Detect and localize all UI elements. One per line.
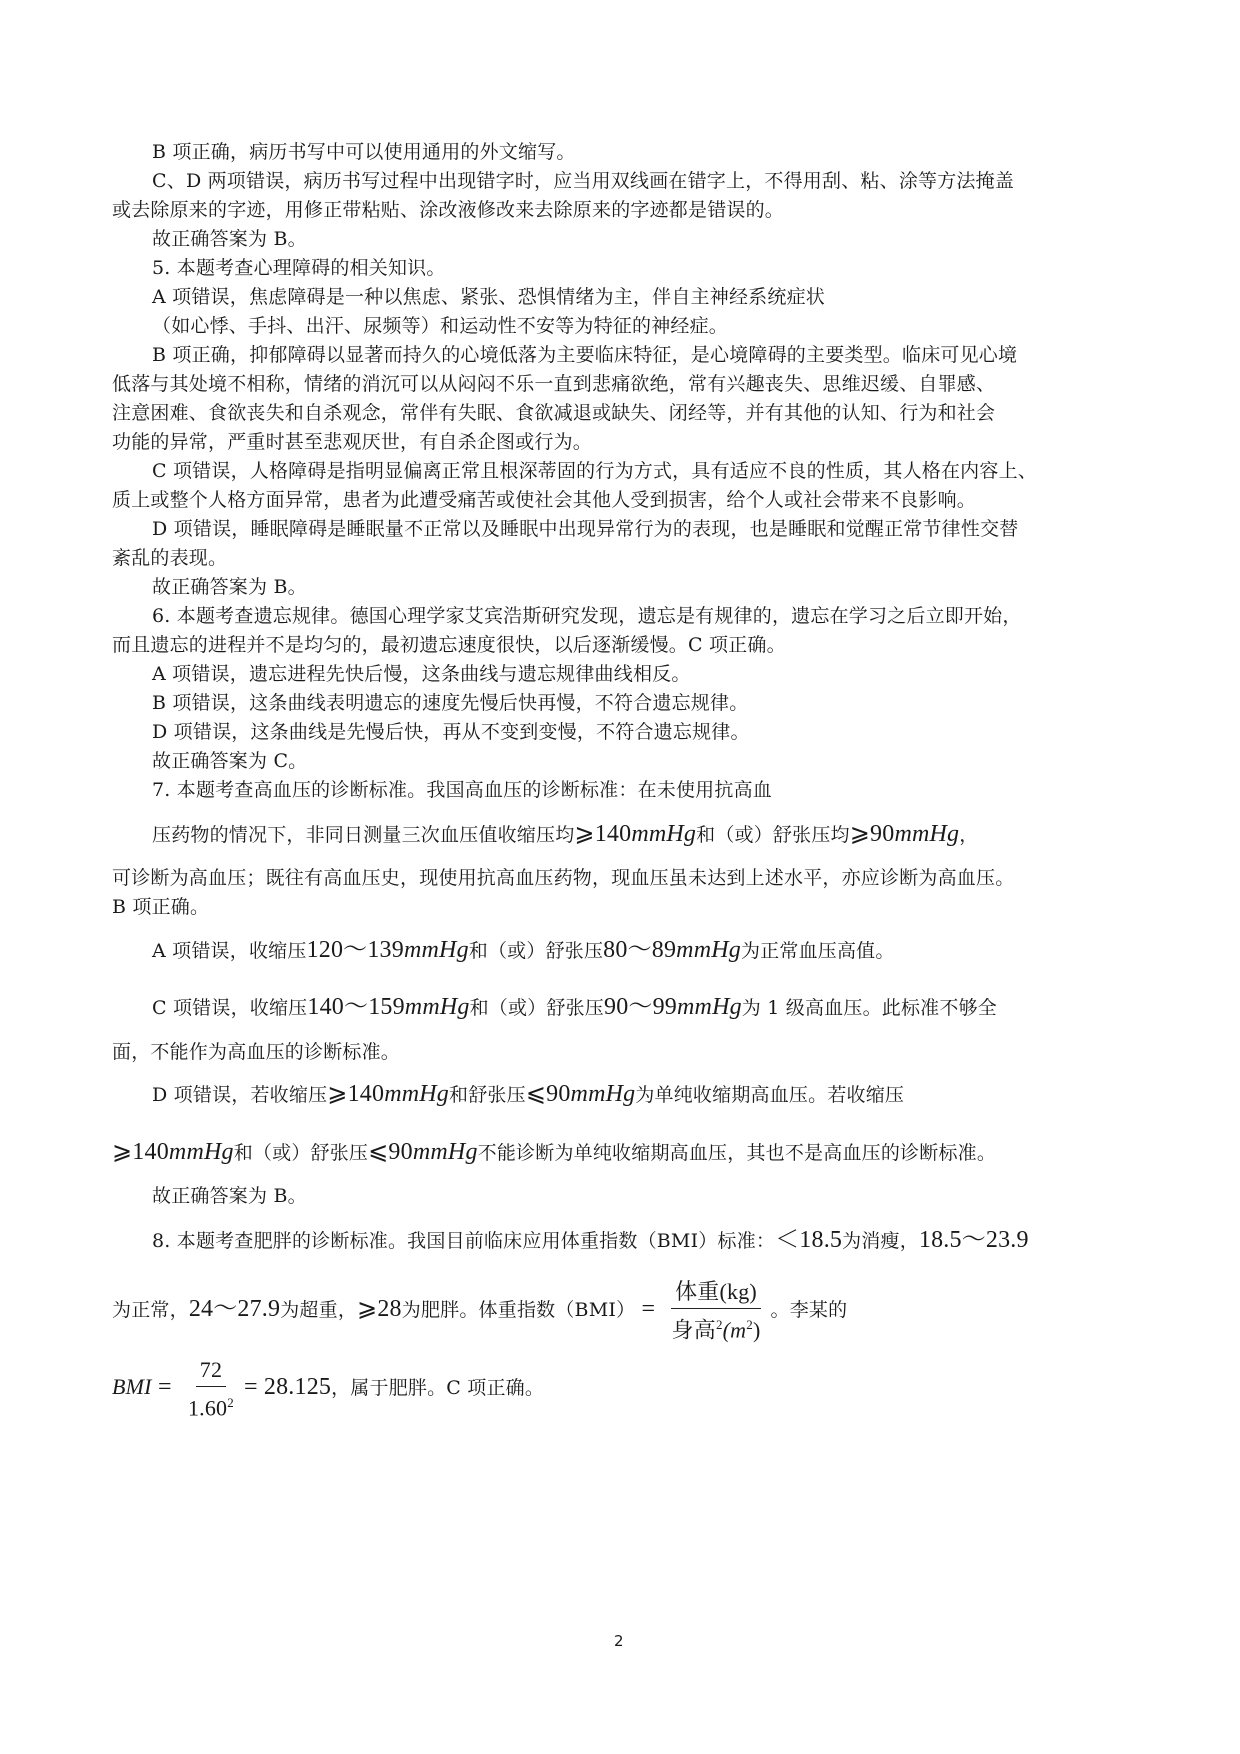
text-line: A 项错误，遗忘进程先快后慢，这条曲线与遗忘规律曲线相反。 bbox=[152, 663, 691, 685]
text-line: A 项错误，焦虑障碍是一种以焦虑、紧张、恐惧情绪为主，伴自主神经系统症状 bbox=[152, 286, 825, 308]
math: 120～139 bbox=[306, 937, 404, 963]
math-unit: mmHg bbox=[894, 821, 960, 847]
text: 和（或）舒张压 bbox=[468, 940, 604, 962]
text-line: 质上或整个人格方面异常，患者为此遭受痛苦或使社会其他人受到损害，给个人或社会带来不良影响。 bbox=[112, 489, 977, 511]
bmi-formula-fraction bbox=[668, 1278, 765, 1344]
math: BMI bbox=[112, 1374, 152, 1400]
text-line: 故正确答案为 B。 bbox=[152, 1185, 307, 1207]
text: 不能诊断为单纯收缩期高血压，其也不是高血压的诊断标准。 bbox=[477, 1142, 997, 1164]
text: D 项错误，若收缩压 bbox=[152, 1084, 328, 1106]
text: 。李某的 bbox=[770, 1299, 848, 1322]
text: 为 1 级高血压。此标准不够全 bbox=[741, 997, 997, 1019]
math-unit: mmHg bbox=[631, 821, 697, 847]
math: = bbox=[641, 1296, 656, 1323]
text-line: D 项错误，睡眠障碍是睡眠量不正常以及睡眠中出现异常行为的表现，也是睡眠和觉醒正常节律性交替 bbox=[152, 518, 1019, 540]
text: (m bbox=[722, 1317, 747, 1343]
math-unit: mmHg bbox=[677, 994, 742, 1020]
math: ⩽90 bbox=[368, 1139, 413, 1165]
math: ⩾140 bbox=[574, 821, 632, 847]
text: 为正常， bbox=[112, 1299, 189, 1322]
math: 24～27.9 bbox=[188, 1296, 281, 1323]
text-line: C 项错误，人格障碍是指明显偏离正常且根深蒂固的行为方式，具有适应不良的性质，其人格在内容上、 bbox=[152, 460, 1037, 482]
text-line: 可诊断为高血压；既往有高血压史，现使用抗高血压药物，现血压虽未达到上述水平，亦应诊断为高血压。 bbox=[112, 867, 1015, 889]
text-line-math bbox=[152, 822, 978, 847]
page-number: 2 bbox=[614, 1632, 624, 1650]
text-line: 功能的异常，严重时甚至悲观厌世，有自杀企图或行为。 bbox=[112, 431, 593, 453]
text-line: D 项错误，这条曲线是先慢后快，再从不变到变慢，不符合遗忘规律。 bbox=[152, 721, 750, 743]
math: ⩾140 bbox=[327, 1081, 385, 1107]
text-line: C、D 两项错误，病历书写过程中出现错字时，应当用双线画在错字上，不得用刮、粘、涂等方法掩盖 bbox=[152, 170, 1015, 192]
text: 为肥胖。体重指数（BMI） bbox=[401, 1299, 636, 1322]
math-unit: mmHg bbox=[168, 1139, 234, 1165]
text: 8. 本题考查肥胖的诊断标准。我国目前临床应用体重指数（BMI）标准： bbox=[152, 1230, 776, 1252]
text-line-math bbox=[152, 1082, 904, 1107]
math: ＜18.5 bbox=[775, 1227, 843, 1253]
text: A 项错误，收缩压 bbox=[152, 940, 307, 962]
math: 80～89 bbox=[603, 937, 677, 963]
text-line: 故正确答案为 C。 bbox=[152, 750, 308, 772]
text: 为超重， bbox=[280, 1299, 358, 1322]
fraction-numerator: 72 bbox=[196, 1356, 226, 1387]
question-heading-6: 6. 本题考查遗忘规律。德国心理学家艾宾浩斯研究发现，遗忘是有规律的，遗忘在学习之后立即开始， bbox=[152, 605, 1022, 627]
text-line-math bbox=[112, 1278, 847, 1344]
text: 和舒张压 bbox=[449, 1084, 526, 1106]
math-unit: mmHg bbox=[403, 937, 469, 963]
text-line: 注意困难、食欲丧失和自杀观念，常伴有失眠、食欲减退或缺失、闭经等，并有其他的认知、行为和社会 bbox=[112, 402, 996, 424]
text: 和（或）舒张压 bbox=[233, 1142, 369, 1164]
text: 和（或）舒张压均 bbox=[696, 824, 850, 846]
fraction-numerator: 体重(kg) bbox=[671, 1278, 761, 1309]
math: ⩽90 bbox=[525, 1081, 571, 1107]
text: 身高 bbox=[671, 1317, 716, 1343]
text: ，属于肥胖。C 项正确。 bbox=[331, 1377, 545, 1400]
text: 和（或）舒张压 bbox=[469, 997, 604, 1019]
question-heading-5: 5. 本题考查心理障碍的相关知识。 bbox=[152, 257, 446, 279]
text: C 项错误，收缩压 bbox=[152, 997, 308, 1019]
text: 为消瘦， bbox=[842, 1230, 919, 1252]
fraction-denominator bbox=[668, 1309, 765, 1344]
text-line: 低落与其处境不相称，情绪的消沉可以从闷闷不乐一直到悲痛欲绝，常有兴趣丧失、思维迟缓、自罪感、 bbox=[112, 373, 996, 395]
math: ⩾90 bbox=[849, 821, 895, 847]
superscript: 2 bbox=[227, 1395, 234, 1410]
text-line-math bbox=[112, 1356, 544, 1422]
bmi-calc-fraction bbox=[184, 1356, 238, 1422]
superscript: 2 bbox=[746, 1317, 753, 1332]
text-line-math bbox=[112, 1140, 996, 1165]
text-line: B 项错误，这条曲线表明遗忘的速度先慢后快再慢，不符合遗忘规律。 bbox=[152, 692, 749, 714]
text: 1.60 bbox=[187, 1395, 228, 1421]
math-unit: mmHg bbox=[404, 994, 470, 1020]
question-heading-7: 7. 本题考查高血压的诊断标准。我国高血压的诊断标准：在未使用抗高血 bbox=[152, 779, 772, 801]
math: = bbox=[157, 1374, 172, 1401]
text: 为正常血压高值。 bbox=[740, 940, 895, 962]
text: 为单纯收缩期高血压。若收缩压 bbox=[635, 1084, 905, 1106]
text-line-math bbox=[152, 938, 895, 963]
text-line: B 项正确，抑郁障碍以显著而持久的心境低落为主要临床特征，是心境障碍的主要类型。临床可见心境 bbox=[152, 344, 1018, 366]
text-line: 紊乱的表现。 bbox=[112, 547, 228, 569]
math: ⩾140 bbox=[112, 1139, 169, 1165]
text-line: 故正确答案为 B。 bbox=[152, 576, 307, 598]
text-line: B 项正确。 bbox=[112, 896, 210, 918]
fraction-denominator bbox=[184, 1387, 238, 1422]
text-line: 面，不能作为高血压的诊断标准。 bbox=[112, 1041, 401, 1063]
text: 压药物的情况下，非同日测量三次血压值收缩压均 bbox=[152, 824, 575, 846]
text-line: 而且遗忘的进程并不是均匀的，最初遗忘速度很快，以后逐渐缓慢。C 项正确。 bbox=[112, 634, 786, 656]
math-unit: mmHg bbox=[676, 937, 741, 963]
superscript: 2 bbox=[715, 1317, 723, 1332]
math: 140～159 bbox=[307, 994, 405, 1020]
text-line: 故正确答案为 B。 bbox=[152, 228, 307, 250]
math-unit: mmHg bbox=[412, 1139, 478, 1165]
text-line: （如心悸、手抖、出汗、尿频等）和运动性不安等为特征的神经症。 bbox=[152, 315, 729, 337]
text: ) bbox=[752, 1317, 761, 1343]
text: ， bbox=[959, 824, 979, 846]
math: ⩾28 bbox=[357, 1296, 402, 1323]
text-line: 或去除原来的字迹，用修正带粘贴、涂改液修改来去除原来的字迹都是错误的。 bbox=[112, 199, 785, 221]
math-unit: mmHg bbox=[570, 1081, 636, 1107]
math: = 28.125 bbox=[243, 1374, 332, 1401]
math: 90～99 bbox=[604, 994, 677, 1020]
text-line-math bbox=[152, 995, 997, 1020]
math: 18.5～23.9 bbox=[918, 1227, 1029, 1253]
text-line: B 项正确，病历书写中可以使用通用的外文缩写。 bbox=[152, 141, 576, 163]
question-heading-8 bbox=[152, 1228, 1029, 1253]
math-unit: mmHg bbox=[384, 1081, 449, 1107]
